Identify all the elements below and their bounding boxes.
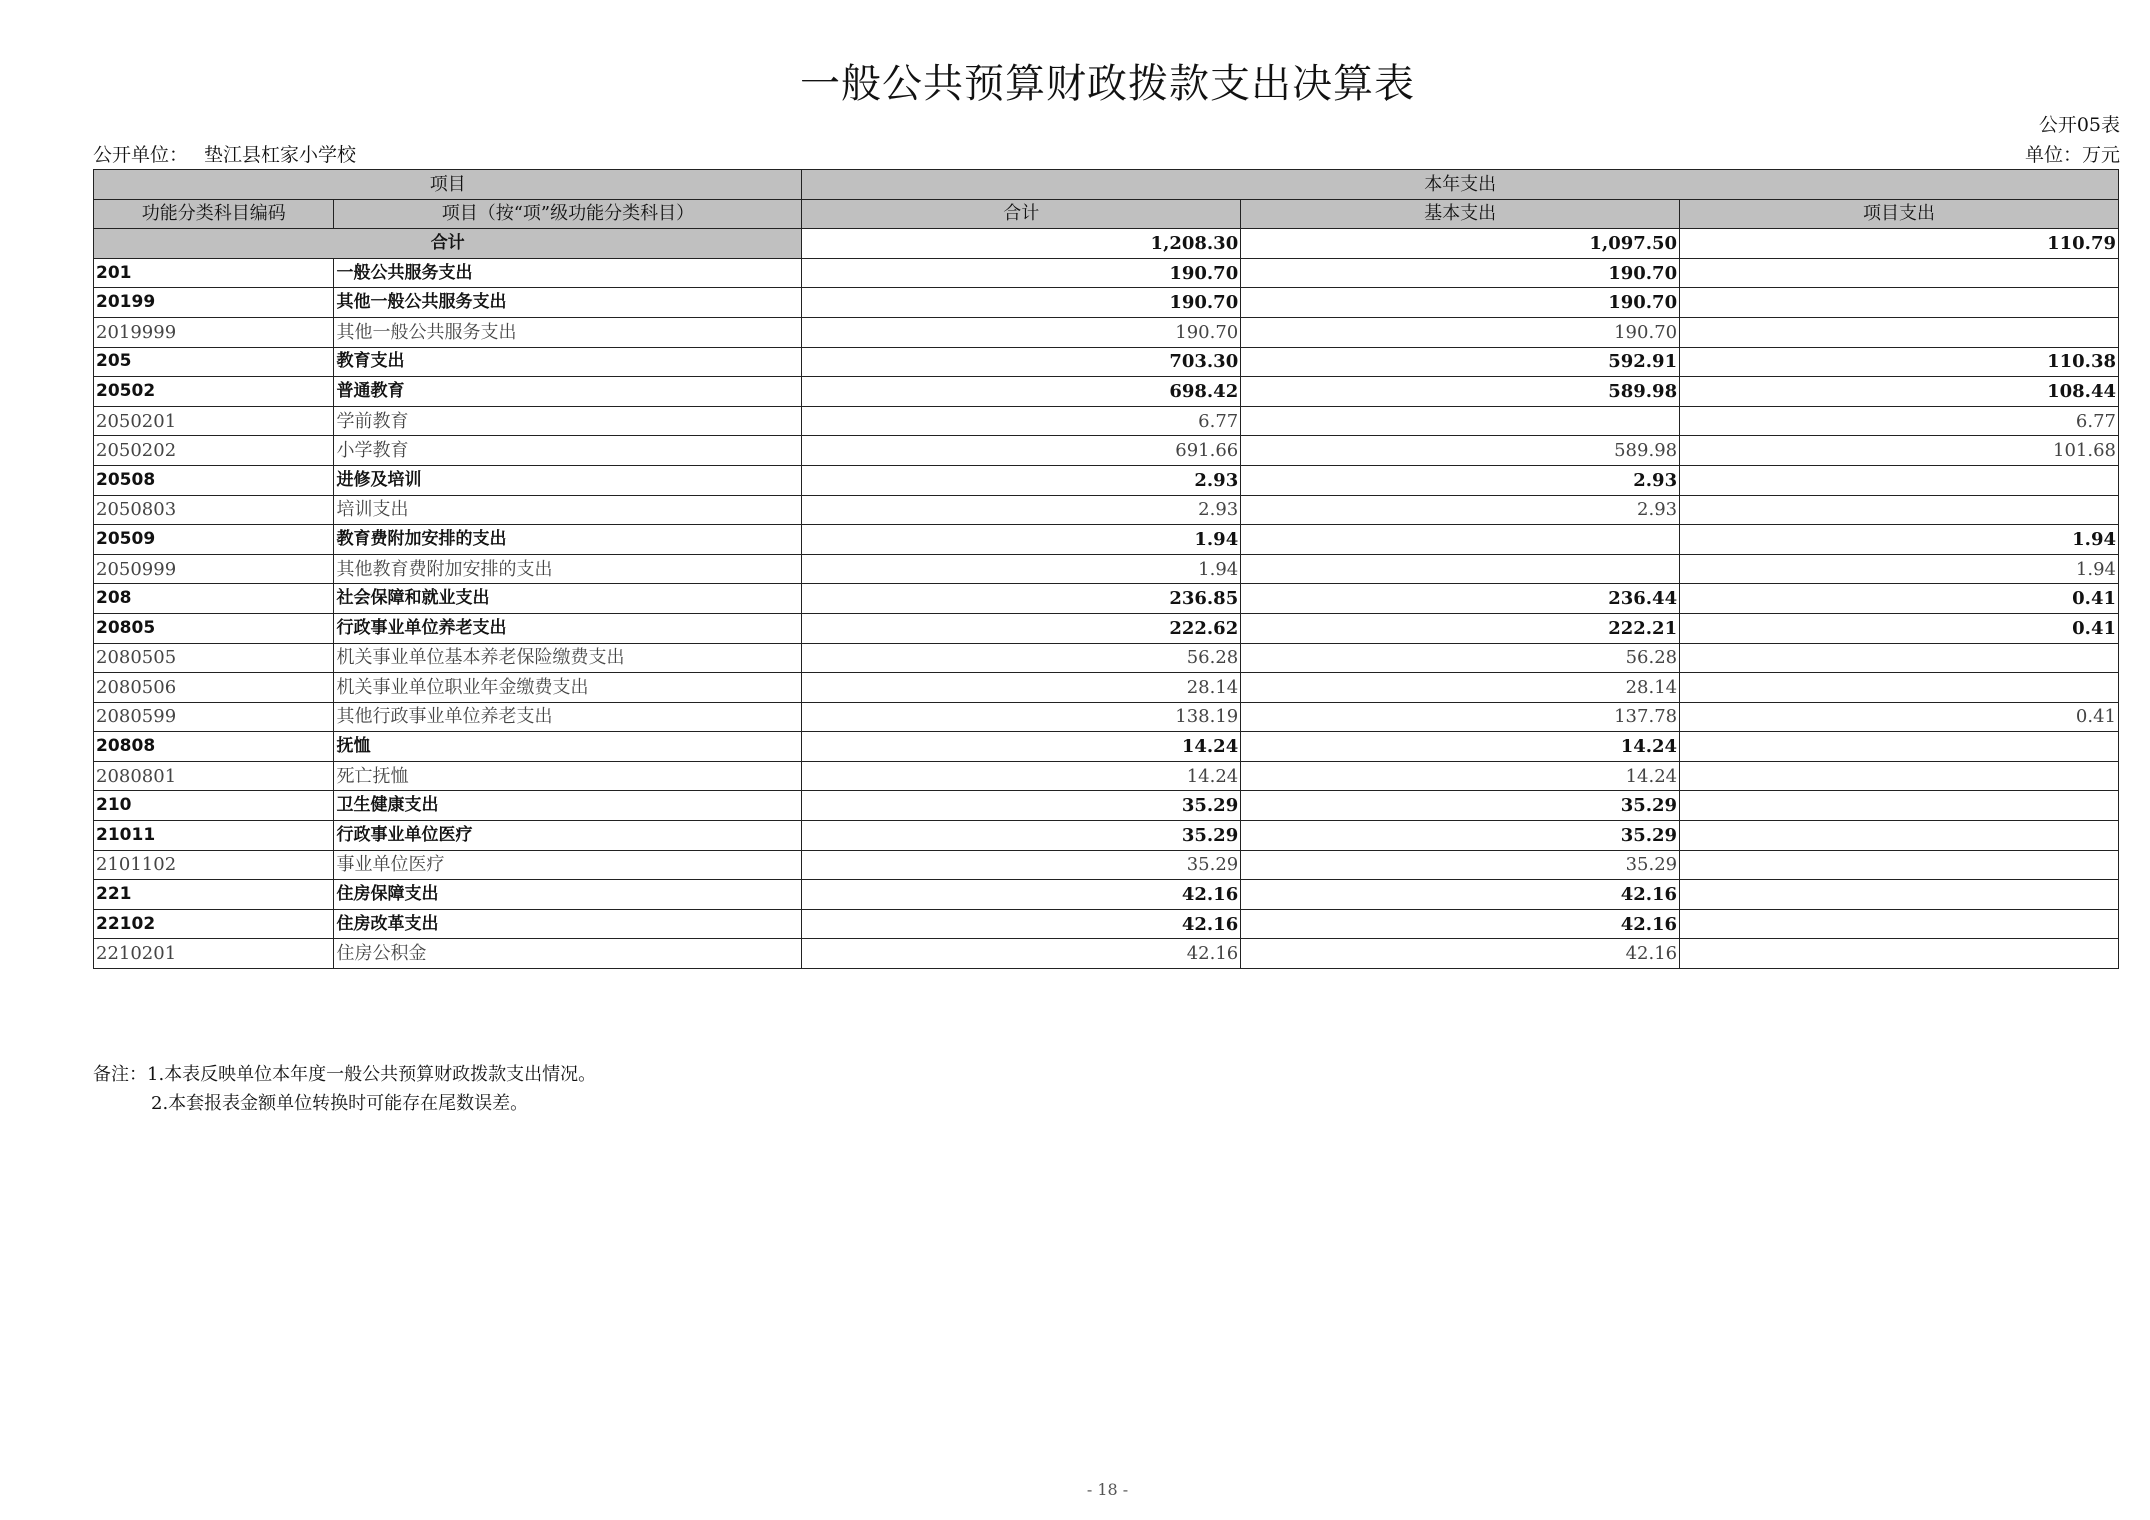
row-basic: 35.29 [1241,821,1680,851]
row-name: 机关事业单位职业年金缴费支出 [334,673,802,703]
row-basic: 42.16 [1241,880,1680,910]
row-total: 190.70 [802,317,1241,347]
row-basic: 35.29 [1241,791,1680,821]
header-name: 项目（按“项”级功能分类科目） [334,199,802,229]
row-name: 教育支出 [334,347,802,377]
row-name: 其他教育费附加安排的支出 [334,554,802,584]
row-total: 698.42 [802,377,1241,407]
row-name: 其他行政事业单位养老支出 [334,702,802,732]
table-row [94,643,2119,673]
note-1: 备注：1.本表反映单位本年度一般公共预算财政拨款支出情况。 [93,1064,597,1085]
row-basic: 42.16 [1241,939,1680,969]
row-project [1680,791,2119,821]
table-row [94,288,2119,318]
row-project [1680,821,2119,851]
table-row [94,880,2119,910]
row-code: 22102 [94,909,334,939]
row-total: 222.62 [802,613,1241,643]
row-code: 2080599 [94,702,334,732]
row-project: 0.41 [1680,584,2119,614]
total-row [94,229,2119,259]
row-total: 1.94 [802,525,1241,555]
table-row [94,584,2119,614]
total-project: 110.79 [1680,229,2119,259]
header-project-expense: 项目支出 [1680,199,2119,229]
table-row [94,821,2119,851]
row-code: 2210201 [94,939,334,969]
table-row [94,258,2119,288]
header-current-year: 本年支出 [802,170,2119,200]
row-name: 事业单位医疗 [334,850,802,880]
row-code: 2080505 [94,643,334,673]
currency-unit: 单位：万元 [2024,144,2120,166]
row-total: 42.16 [802,880,1241,910]
table-row [94,377,2119,407]
row-project [1680,850,2119,880]
table-row [94,909,2119,939]
row-total: 138.19 [802,702,1241,732]
row-total: 190.70 [802,258,1241,288]
row-name: 住房公积金 [334,939,802,969]
row-code: 2050201 [94,406,334,436]
row-name: 普通教育 [334,377,802,407]
total-label: 合计 [94,229,802,259]
row-name: 死亡抚恤 [334,761,802,791]
row-code: 20808 [94,732,334,762]
row-project: 108.44 [1680,377,2119,407]
header-basic: 基本支出 [1241,199,1680,229]
header-total: 合计 [802,199,1241,229]
row-code: 2080801 [94,761,334,791]
total-basic: 1,097.50 [1241,229,1680,259]
row-project [1680,495,2119,525]
note-2: 2.本套报表金额单位转换时可能存在尾数误差。 [151,1093,529,1114]
row-code: 210 [94,791,334,821]
table-number: 公开05表 [2038,114,2120,136]
row-project: 1.94 [1680,554,2119,584]
row-name: 小学教育 [334,436,802,466]
row-code: 2050803 [94,495,334,525]
row-basic: 35.29 [1241,850,1680,880]
page-number: - 18 - [1086,1480,1129,1499]
row-name: 其他一般公共服务支出 [334,317,802,347]
row-basic: 190.70 [1241,258,1680,288]
row-project [1680,909,2119,939]
row-basic [1241,554,1680,584]
row-basic: 42.16 [1241,909,1680,939]
row-project [1680,288,2119,318]
row-project: 0.41 [1680,613,2119,643]
row-name: 一般公共服务支出 [334,258,802,288]
row-code: 2080506 [94,673,334,703]
row-total: 35.29 [802,821,1241,851]
row-project [1680,673,2119,703]
row-name: 进修及培训 [334,465,802,495]
row-code: 205 [94,347,334,377]
row-project: 1.94 [1680,525,2119,555]
row-project [1680,880,2119,910]
row-name: 机关事业单位基本养老保险缴费支出 [334,643,802,673]
row-total: 35.29 [802,791,1241,821]
expenditure-table [93,169,2119,969]
row-project [1680,317,2119,347]
row-basic: 14.24 [1241,732,1680,762]
notes [93,1060,596,1118]
row-name: 住房保障支出 [334,880,802,910]
table-row [94,939,2119,969]
table-row [94,436,2119,466]
row-total: 691.66 [802,436,1241,466]
row-basic: 589.98 [1241,436,1680,466]
unit-line [93,140,2120,167]
row-basic: 2.93 [1241,465,1680,495]
row-total: 190.70 [802,288,1241,318]
row-name: 教育费附加安排的支出 [334,525,802,555]
row-code: 2050999 [94,554,334,584]
row-code: 20502 [94,377,334,407]
row-total: 2.93 [802,465,1241,495]
table-row [94,554,2119,584]
row-basic: 592.91 [1241,347,1680,377]
reporting-unit-name: 垫江县杠家小学校 [204,144,357,166]
row-code: 201 [94,258,334,288]
reporting-unit-label: 公开单位： [93,144,189,166]
row-name: 社会保障和就业支出 [334,584,802,614]
row-project [1680,643,2119,673]
table-row [94,850,2119,880]
reporting-unit [93,140,356,167]
table-row [94,317,2119,347]
row-project: 110.38 [1680,347,2119,377]
row-project: 101.68 [1680,436,2119,466]
document-title: 一般公共预算财政拨款支出决算表 [800,61,1415,107]
row-basic: 28.14 [1241,673,1680,703]
table-row [94,791,2119,821]
row-basic: 137.78 [1241,702,1680,732]
row-basic: 236.44 [1241,584,1680,614]
row-name: 卫生健康支出 [334,791,802,821]
row-project [1680,465,2119,495]
row-basic: 2.93 [1241,495,1680,525]
row-total: 2.93 [802,495,1241,525]
row-total: 42.16 [802,939,1241,969]
table-row [94,613,2119,643]
row-project [1680,939,2119,969]
row-code: 20199 [94,288,334,318]
row-basic: 190.70 [1241,317,1680,347]
row-name: 行政事业单位医疗 [334,821,802,851]
row-code: 2101102 [94,850,334,880]
row-basic: 222.21 [1241,613,1680,643]
row-name: 行政事业单位养老支出 [334,613,802,643]
row-total: 56.28 [802,643,1241,673]
header-code: 功能分类科目编码 [94,199,334,229]
table-row [94,406,2119,436]
row-basic: 14.24 [1241,761,1680,791]
table-row [94,465,2119,495]
row-name: 住房改革支出 [334,909,802,939]
row-total: 28.14 [802,673,1241,703]
table-row [94,673,2119,703]
row-total: 35.29 [802,850,1241,880]
table-row [94,702,2119,732]
row-name: 培训支出 [334,495,802,525]
table-row [94,761,2119,791]
header-project: 项目 [94,170,802,200]
row-basic: 56.28 [1241,643,1680,673]
row-basic [1241,406,1680,436]
row-code: 2019999 [94,317,334,347]
row-code: 221 [94,880,334,910]
total-sum: 1,208.30 [802,229,1241,259]
row-code: 21011 [94,821,334,851]
row-total: 6.77 [802,406,1241,436]
row-total: 703.30 [802,347,1241,377]
row-project: 0.41 [1680,702,2119,732]
row-code: 20508 [94,465,334,495]
row-total: 1.94 [802,554,1241,584]
row-name: 学前教育 [334,406,802,436]
row-total: 14.24 [802,761,1241,791]
row-code: 208 [94,584,334,614]
table-row [94,732,2119,762]
row-code: 20805 [94,613,334,643]
row-project [1680,732,2119,762]
row-code: 20509 [94,525,334,555]
row-basic: 190.70 [1241,288,1680,318]
row-project: 6.77 [1680,406,2119,436]
row-total: 14.24 [802,732,1241,762]
row-code: 2050202 [94,436,334,466]
row-project [1680,761,2119,791]
table-row [94,525,2119,555]
row-basic [1241,525,1680,555]
row-name: 其他一般公共服务支出 [334,288,802,318]
row-total: 236.85 [802,584,1241,614]
row-name: 抚恤 [334,732,802,762]
table-row [94,347,2119,377]
row-project [1680,258,2119,288]
table-row [94,495,2119,525]
row-basic: 589.98 [1241,377,1680,407]
row-total: 42.16 [802,909,1241,939]
